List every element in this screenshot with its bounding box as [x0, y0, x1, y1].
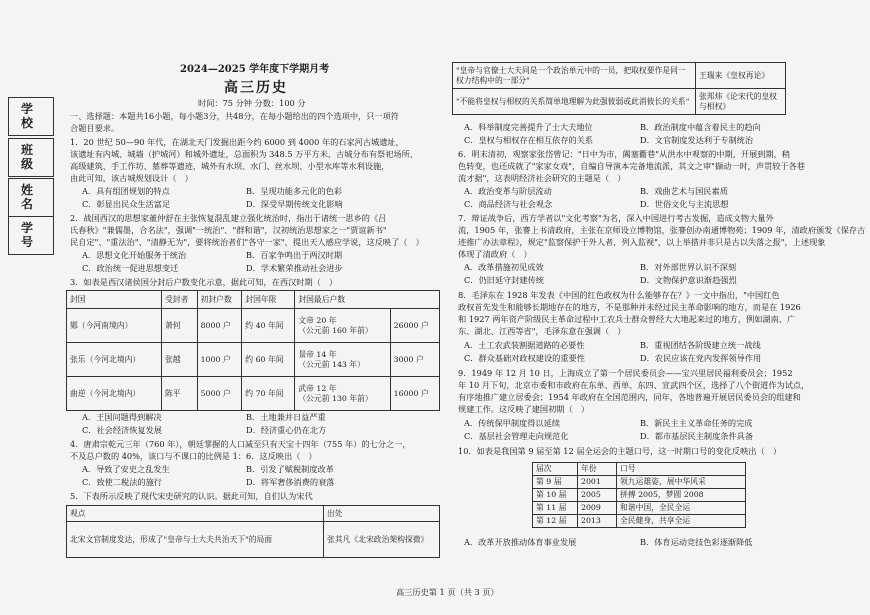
q7-option-a[interactable]: A．改革措施初见成效 — [464, 262, 544, 272]
q1-line: 1．20 世纪 50—90 年代，在湖北天门发掘出距今约 6000 到 4000 年的石家河古城遗址， — [70, 137, 404, 147]
table-row: 第 10 届 2005 拼搏 2005，梦圆 2008 — [533, 489, 746, 502]
q9-line: 9．1949 年 12 月 10 日，上海成立了第一个居民委员会——宝兴里居民福利委员会；1952 — [458, 368, 793, 378]
q1-option-d[interactable]: D．深受早期传统文化影响 — [246, 199, 343, 209]
q9-line: 有序地推广建立居委会；1954 年政府在全国范围内，同年，各地普遍开展居民委员会的组建和 — [458, 392, 801, 402]
q5-table — [66, 505, 440, 558]
table-row: 张乐（今河北境内） 张越 1000 户 约 60 年间 景帝 14 年 （公元前 143 年） 3000 户 — [67, 343, 440, 377]
q1-line: 该遗址有内城、城墙（护城河）和城外遗址，总面积为 348.5 万平方米，古城分布有祭祀场所、 — [70, 149, 418, 159]
q6-line: 流才据"，这表明经济社会研究的主题是（ ） — [458, 173, 626, 183]
q1-option-b[interactable]: B．呈现功能多元化的色彩 — [246, 186, 343, 196]
table-row: 北宋文官制度发达，形成了"皇帝与士大夫共治天下"的局面 张其凡《北宋政治架构探微》 — [67, 522, 440, 558]
instruction-line: 一、选择题：本题共16小题，每小题3分，共48分，在每小题给出的四个选项中，只一项符 — [70, 111, 399, 121]
q7-line: 迹推广办法章程》，规定"监察保护于外人者，列入监视"，以上举措并非只是古以失落之报"，上述现象 — [458, 237, 826, 247]
table-row: 鄚（今河南境内） 萧何 8000 户 约 40 年间 文帝 20 年 （公元前 160 年前） 26000 户 — [67, 309, 440, 343]
table-row: 曲逆（今河北境内） 陈平 5000 户 约 70 年间 武帝 12 年 （公元前 130 年前） 16000 户 — [67, 377, 440, 411]
q1-line: 高级建筑、手工作坊、墓葬等遗迹，城外有水坝、水门、丝水坝、小型水库等水利设施， — [70, 161, 390, 171]
table-row: 第 12 届 2013 全民健身，共享全运 — [533, 515, 746, 528]
q10-header: 年份 — [578, 463, 617, 476]
q7-option-c[interactable]: C．仍旧延守封建传统 — [464, 275, 544, 285]
exam-meta: 时间：75 分钟 分数：100 分 — [198, 98, 306, 108]
q2-option-b[interactable]: B．百家争鸣出于两汉时期 — [246, 250, 343, 260]
q6-option-a[interactable]: A．政治变革与阶层流动 — [464, 186, 552, 196]
q3-table — [66, 290, 440, 411]
q7-option-d[interactable]: D．文物保护意识渐趋强烈 — [640, 275, 737, 285]
q3-header: 封国年限 — [242, 291, 295, 309]
exam-title: 2024—2025 学年度下学期月考 — [180, 64, 330, 75]
q8-option-d[interactable]: D．农民应该在党内发挥领导作用 — [640, 353, 762, 363]
q6-option-b[interactable]: B．戏曲艺术与国民素质 — [640, 186, 728, 196]
q5-table-continued — [452, 62, 786, 115]
q6-option-d[interactable]: D．世俗文化与主流思想 — [640, 199, 729, 209]
table-row: "皇帝与官僚士大夫同是一个政治单元中的一员，把取权要作是同一权力结构中的一部分" 王瑞来《皇权再论》 — [453, 63, 786, 89]
q3-option-a[interactable]: A．王国问题得到解决 — [82, 412, 162, 422]
q3-option-c[interactable]: C．社会经济恢复发展 — [82, 425, 162, 435]
q10-header: 届次 — [533, 463, 578, 476]
q5-option-d[interactable]: D．文官制度发达利于专制统治 — [640, 135, 754, 145]
q3-header: 受封者 — [162, 291, 198, 309]
q8-line: 8．毛泽东在 1928 年发表《中国的红色政权为什么能够存在？》一文中指出，"中国红色 — [458, 290, 780, 300]
q8-line: 东、湖北、江西等省"，毛泽东意在强调（ ） — [458, 326, 626, 336]
q2-option-d[interactable]: D．学术繁荣推动社会进步 — [246, 263, 343, 273]
q3-option-b[interactable]: B．土地兼并日益严重 — [246, 412, 326, 422]
q8-option-c[interactable]: C．群众基础对政权建设的重要性 — [464, 353, 585, 363]
table-row: "不能将皇权与相权的关系简单地理解为此强彼弱或此消彼长的关系" 张邦炜《论宋代的皇权与相权》 — [453, 89, 786, 115]
q3-option-d[interactable]: D．经济重心仍在北方 — [246, 425, 327, 435]
q6-line: 色转变，也还成就了"家家女戏"，自编自导演本完备地流派，其文之审"撷动一时，声贯较于各巷 — [458, 161, 805, 171]
q5-header: 出处 — [324, 506, 440, 522]
q1-option-c[interactable]: C．彰显出民众生活富足 — [82, 199, 171, 209]
q4-option-a[interactable]: A．导致了安史之乱发生 — [82, 464, 170, 474]
table-row: 第 11 届 2009 和谐中国，全民全运 — [533, 502, 746, 515]
q5-option-c[interactable]: C．皇权与相权存在相互依存的关系 — [464, 135, 594, 145]
q9-option-c[interactable]: C．基层社会管理走向规范化 — [464, 431, 569, 441]
q9-line: 规建工作。这反映了建国初期（ ） — [458, 404, 590, 414]
q4-option-b[interactable]: B．引发了赋税制度改革 — [246, 464, 334, 474]
q9-option-b[interactable]: B．新民主主义革命任务的完成 — [640, 418, 753, 428]
q2-line: 2．战国西汉的思想家董仲舒在主张恢复混乱建立强化统治时，指出于诸统一思乡的《吕 — [70, 213, 387, 223]
class-field: 班 级 — [8, 138, 54, 177]
q9-option-d[interactable]: D．都市基层民主制度条件具备 — [640, 431, 754, 441]
student-id-field: 学 号 — [8, 216, 54, 255]
q2-option-a[interactable]: A．思想文化开始服务于统治 — [82, 250, 187, 260]
school-field: 学 校 — [8, 97, 54, 136]
q7-option-b[interactable]: B．对外部世界认识不深刻 — [640, 262, 737, 272]
q10-header: 口号 — [617, 463, 746, 476]
q8-option-a[interactable]: A．土工农武装割据道路的必要性 — [464, 340, 585, 350]
q9-line: 年 10 月下旬，北京市委和市政府在东单、西单、东四、宣武四个区，选择了八个街道作为试点， — [458, 380, 810, 390]
q6-line: 6．明末清初，观察家张岱曾记："日中为市，阗塞衢巷"从洪水中观察的中期，开展到期，稍 — [458, 149, 791, 159]
page-footer: 高三历史第 1 页（共 3 页） — [396, 587, 499, 597]
q8-line: 政权首先发生和能够长期地存在的地方，不是那种并未经过民主革命影响的地方，而是在 1926 — [458, 302, 801, 312]
q4-option-c[interactable]: C．致使二税法的施行 — [82, 477, 162, 487]
instruction-line: 合题目要求。 — [70, 123, 120, 133]
q2-line: 氏春秋》"兼儒墨，合名法"，强调"一统治"、"群和谐"，汉初统治思想家之一"贾谊新书" — [70, 225, 387, 235]
q5-option-b[interactable]: B．政治制度中蕴含着民主的趋向 — [640, 122, 761, 132]
q1-option-a[interactable]: A．具有组团规划的特点 — [82, 186, 170, 196]
q7-line: 7．辩证战争后，西方学者以"文化考察"为名，深入中国进行考古发掘，造成文物大量外 — [458, 213, 774, 223]
q2-option-c[interactable]: C．政治统一促进思想变迁 — [82, 263, 179, 273]
q7-line: 流，1905 年，张謇上书清政府，主张在京师设立博物馆，张謇创办南通博物苑；1909 年，清政府颁发《保存古 — [458, 225, 866, 235]
q6-option-c[interactable]: C．商品经济与社会观念 — [464, 199, 553, 209]
q4-line: 不及总户数的 40%，该口与不课口的比例是 1：6．这反映出（ ） — [70, 451, 317, 461]
q8-line: 和 1927 两年资产阶级民主革命过程中工农兵士群众曾经大大地起来过的地方，例如湖南、广 — [458, 314, 796, 324]
q3-stem: 3．如表是西汉诸侯国分封后户数变化示意，据此可知，在西汉时期（ ） — [70, 277, 338, 287]
q1-line: 由此可知，该古城规划设计（ ） — [70, 173, 193, 183]
q5-option-a[interactable]: A．科举制度完善提升了士大夫地位 — [464, 122, 593, 132]
q5-header: 观点 — [67, 506, 324, 522]
q5-stem: 5．下表所示反映了现代宋史研究的认识。据此可知，自们认为宋代 — [70, 491, 313, 501]
q2-line: 民自定"、"重法治"、"清静无为"，要将统治者们"各守一家"，提出天人感应学说，这反映了（ ） — [70, 237, 424, 247]
q10-stem: 10．如表是我国第 9 届至第 12 届全运会的主题口号，这一时期口号的变化反映出（ ） — [458, 446, 782, 456]
q4-line: 4．唐肃宗乾元三年（760 年），朝廷掌握的人口减至只有天宝十四年（755 年）的七分之一， — [70, 439, 411, 449]
q7-line: 体现了清政府（ ） — [458, 249, 532, 259]
q10-option-b[interactable]: B．体育运动竞技色彩逐渐降低 — [640, 537, 753, 547]
name-field: 姓 名 — [8, 178, 54, 217]
table-row: 第 9 届 2001 领九运雄姿，展中华风采 — [533, 476, 746, 489]
q3-header: 封国 — [67, 291, 162, 309]
q8-option-b[interactable]: B．重视团结各阶级建立统一战线 — [640, 340, 761, 350]
q10-option-a[interactable]: A．改革开放推动体育事业发展 — [464, 537, 577, 547]
q3-header: 封国最后户数 — [295, 291, 440, 309]
q3-header: 初封户数 — [197, 291, 242, 309]
q4-option-d[interactable]: D．将军奢侈消费的衰落 — [246, 477, 335, 487]
q9-option-a[interactable]: A．传统保甲制度得以延续 — [464, 418, 560, 428]
q10-table — [532, 462, 746, 528]
exam-subject: 高三历史 — [224, 80, 288, 96]
